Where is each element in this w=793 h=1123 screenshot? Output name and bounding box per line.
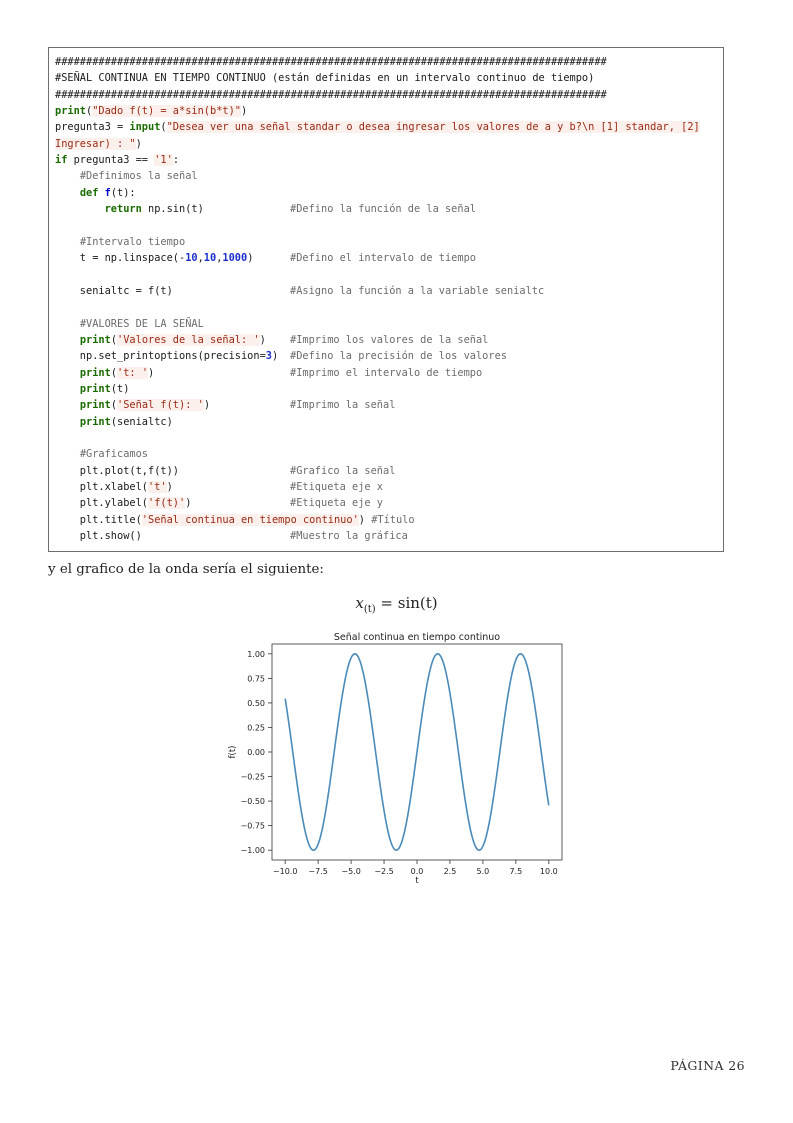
code-block	[48, 47, 724, 552]
code-line: print('t: ') #Imprimo el intervalo de tiempo	[55, 365, 700, 381]
code-comment: #Defino el intervalo de tiempo	[290, 252, 476, 265]
code-line: plt.show() #Muestro la gráfica	[55, 528, 700, 544]
code-keyword: print	[55, 105, 86, 118]
sine-chart	[220, 626, 570, 896]
x-tick-label: −5.0	[341, 867, 361, 876]
y-tick-label: −0.25	[240, 772, 265, 782]
code-line: #SEÑAL CONTINUA EN TIEMPO CONTINUO (están definidas en un intervalo continuo de tiempo)	[55, 72, 595, 85]
code-comment: #Título	[371, 513, 415, 526]
code-comment: #Definimos la señal	[79, 170, 198, 183]
code-number: 10	[203, 252, 217, 265]
code-comment: #VALORES DE LA SEÑAL	[79, 317, 204, 330]
code-comment: #Imprimo los valores de la señal	[290, 333, 489, 346]
intro-paragraph: y el grafico de la onda sería el siguiente:	[48, 562, 324, 577]
code-comment: #Etiqueta eje y	[290, 497, 383, 510]
code-line: #########################################################################################	[55, 56, 607, 68]
code-comment: #Grafico la señal	[290, 464, 396, 477]
code-string: Ingresar) : "	[55, 137, 136, 150]
code-line	[55, 217, 700, 233]
y-axis-label: f(t)	[228, 745, 238, 759]
formula	[0, 594, 793, 615]
code-keyword: def	[79, 186, 99, 199]
code-string: "Desea ver una señal standar o desea ingresar los valores de a y b?\n [1] standar, [2]	[166, 121, 700, 134]
code-comment: #Etiqueta eje x	[290, 480, 383, 493]
code-line: print('Valores de la señal: ') #Imprimo los valores de la señal	[55, 332, 700, 348]
code-keyword: print	[79, 382, 111, 395]
code-comment: #Intervalo tiempo	[79, 235, 186, 248]
code-line: print(senialtc)	[79, 415, 173, 428]
code-string: 't: '	[117, 366, 149, 379]
code-line: return np.sin(t) #Defino la función de la señal	[55, 201, 700, 217]
code-line: plt.xlabel('t') #Etiqueta eje x	[55, 479, 700, 495]
code-string: 'Señal continua en tiempo continuo'	[141, 513, 359, 526]
y-tick-label: −0.50	[240, 797, 265, 807]
code-line: senialtc = f(t) #Asigno la función a la variable senialtc	[55, 283, 700, 299]
code-line	[55, 446, 700, 462]
y-tick-label: 0.00	[247, 748, 265, 757]
chart-svg	[220, 626, 570, 896]
x-tick-label: 2.5	[443, 867, 457, 876]
x-tick-label: 10.0	[539, 867, 558, 876]
code-function-name: f	[104, 186, 111, 199]
formula-subscript: (t)	[363, 604, 376, 615]
code-comment: #Imprimo el intervalo de tiempo	[290, 366, 483, 379]
y-tick-label: −1.00	[240, 846, 265, 856]
y-axis	[240, 650, 272, 855]
page-number: PÁGINA 26	[670, 1058, 745, 1073]
y-tick-label: −0.75	[240, 821, 265, 831]
x-axis-label: t	[415, 876, 419, 886]
code-comment: #Imprimo la señal	[290, 399, 396, 412]
code-line	[55, 266, 700, 282]
y-tick-label: 1.00	[247, 649, 265, 659]
code-keyword: return	[104, 203, 142, 216]
x-axis	[273, 860, 558, 876]
code-line	[55, 299, 700, 315]
code-number: 1000	[222, 252, 248, 265]
code-line: pregunta3 = input("Desea ver una señal standar o desea ingresar los valores de a y b?\n [1] standar, [2]	[55, 121, 700, 134]
code-line: plt.title('Señal continua en tiempo continuo') #Título	[55, 513, 415, 526]
code-keyword: print	[79, 399, 111, 412]
series-line	[285, 654, 549, 850]
code-line: Ingresar) : ")	[55, 137, 142, 150]
code-comment: #Graficamos	[79, 448, 149, 461]
x-tick-label: 0.0	[410, 867, 424, 876]
code-line: np.set_printoptions(precision=3) #Defino la precisión de los valores	[55, 348, 700, 364]
code-keyword: input	[129, 121, 161, 134]
code-line: def f(t):	[79, 186, 136, 199]
code-comment: #Defino la precisión de los valores	[290, 350, 507, 363]
code-line: print("Dado f(t) = a*sin(b*t)")	[55, 105, 248, 118]
formula-rhs: = sin(t)	[375, 594, 438, 612]
code-line: plt.ylabel('f(t)') #Etiqueta eje y	[55, 495, 700, 511]
code-string: 't'	[148, 480, 167, 493]
code-keyword: print	[79, 333, 111, 346]
code-string: 'Señal f(t): '	[117, 399, 204, 412]
code-keyword: print	[79, 366, 111, 379]
code-line: #########################################################################################	[55, 88, 607, 101]
code-line	[55, 234, 700, 250]
code-keyword: print	[79, 415, 111, 428]
code-line	[55, 168, 700, 184]
code-line: plt.plot(t,f(t)) #Grafico la señal	[55, 463, 700, 479]
x-tick-label: −2.5	[374, 867, 394, 876]
x-tick-label: −7.5	[308, 867, 328, 876]
code-number: 3	[265, 350, 272, 363]
x-tick-label: 5.0	[476, 867, 490, 876]
code-line	[55, 430, 700, 446]
code-comment: #Muestro la gráfica	[290, 529, 408, 542]
y-tick-label: 0.50	[247, 698, 265, 708]
chart-title: Señal continua en tiempo continuo	[333, 632, 501, 643]
code-line: if pregunta3 == '1':	[55, 154, 180, 167]
code-line: print(t)	[79, 382, 130, 395]
formula-variable: x	[355, 594, 364, 612]
y-tick-label: 0.25	[247, 723, 265, 733]
code-string: 'f(t)'	[148, 497, 186, 510]
code-string: '1'	[154, 154, 173, 167]
code-line: print('Señal f(t): ') #Imprimo la señal	[55, 397, 700, 413]
code-keyword: if	[55, 154, 68, 167]
code-string: 'Valores de la señal: '	[117, 333, 260, 346]
code-string: "Dado f(t) = a*sin(b*t)"	[92, 105, 241, 118]
x-tick-label: 7.5	[509, 867, 523, 876]
code-line: t = np.linspace(-10,10,1000) #Defino el intervalo de tiempo	[55, 250, 700, 266]
code-comment: #Asigno la función a la variable senialtc	[290, 284, 545, 297]
code-line	[55, 316, 700, 332]
code-lines	[55, 54, 700, 544]
y-tick-label: 0.75	[247, 674, 265, 684]
code-number: 10	[185, 252, 198, 265]
code-comment: #Defino la función de la señal	[290, 203, 476, 216]
x-tick-label: −10.0	[272, 867, 298, 876]
